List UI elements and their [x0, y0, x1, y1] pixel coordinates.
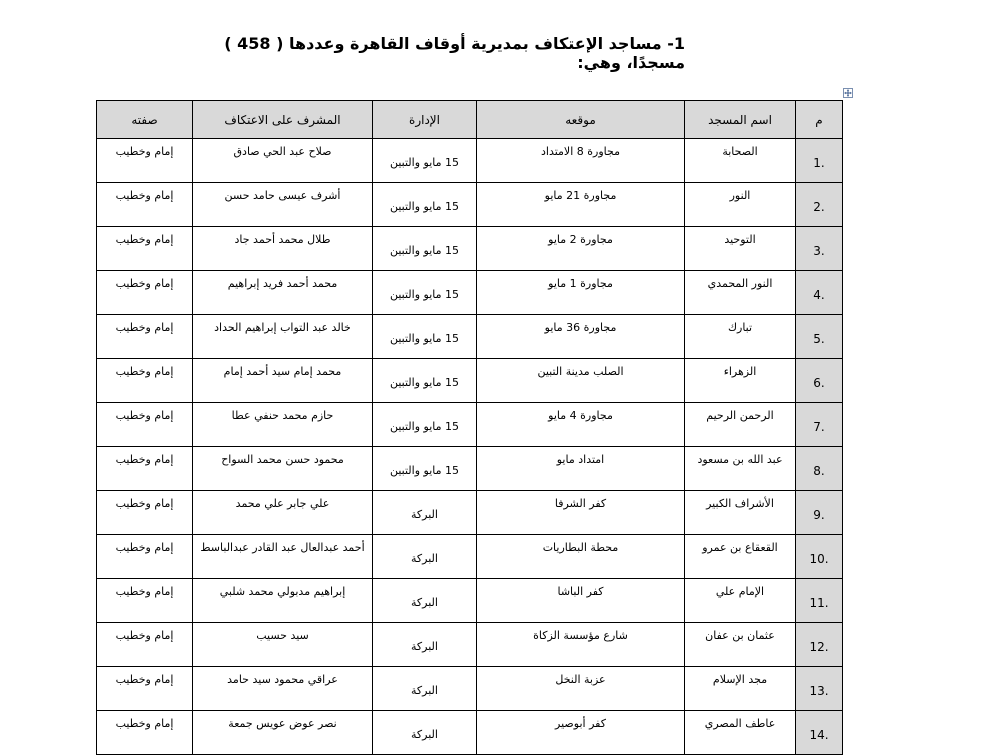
mosque-name: الأشراف الكبير	[685, 491, 796, 535]
mosque-name: القعقاع بن عمرو	[685, 535, 796, 579]
supervisor-name: خالد عبد التواب إبراهيم الحداد	[193, 315, 373, 359]
mosque-admin: 15 مايو والتبين	[373, 359, 477, 403]
table-row	[97, 535, 843, 579]
header-role: صفته	[97, 101, 193, 139]
row-number: 1.	[796, 139, 843, 183]
mosque-admin: 15 مايو والتبين	[373, 403, 477, 447]
mosque-location: الصلب مدينة التبين	[477, 359, 685, 403]
mosque-location: كفر أبوصير	[477, 711, 685, 755]
mosque-name: الصحابة	[685, 139, 796, 183]
mosque-admin: 15 مايو والتبين	[373, 315, 477, 359]
supervisor-role: إمام وخطيب	[97, 271, 193, 315]
supervisor-role: إمام وخطيب	[97, 359, 193, 403]
mosque-admin: البركة	[373, 711, 477, 755]
header-supervisor: المشرف على الاعتكاف	[193, 101, 373, 139]
mosque-name: الإمام علي	[685, 579, 796, 623]
mosque-location: مجاورة 4 مايو	[477, 403, 685, 447]
mosque-location: مجاورة 2 مايو	[477, 227, 685, 271]
row-number: 8.	[796, 447, 843, 491]
row-number: 14.	[796, 711, 843, 755]
supervisor-name: محمد إمام سيد أحمد إمام	[193, 359, 373, 403]
row-number: 10.	[796, 535, 843, 579]
mosque-admin: البركة	[373, 579, 477, 623]
mosque-name: الزهراء	[685, 359, 796, 403]
row-number: 7.	[796, 403, 843, 447]
table-row	[97, 183, 843, 227]
row-number: 9.	[796, 491, 843, 535]
supervisor-role: إمام وخطيب	[97, 623, 193, 667]
header-row	[97, 101, 843, 139]
supervisor-name: أشرف عيسى حامد حسن	[193, 183, 373, 227]
mosque-name: تبارك	[685, 315, 796, 359]
header-location: موقعه	[477, 101, 685, 139]
mosque-admin: 15 مايو والتبين	[373, 183, 477, 227]
table-row	[97, 491, 843, 535]
supervisor-role: إمام وخطيب	[97, 491, 193, 535]
mosque-location: محطة البطاريات	[477, 535, 685, 579]
supervisor-role: إمام وخطيب	[97, 403, 193, 447]
table-row	[97, 667, 843, 711]
mosque-admin: 15 مايو والتبين	[373, 139, 477, 183]
mosque-name: الرحمن الرحيم	[685, 403, 796, 447]
row-number: 12.	[796, 623, 843, 667]
mosque-admin: البركة	[373, 623, 477, 667]
table-row	[97, 579, 843, 623]
table-row	[97, 359, 843, 403]
supervisor-name: محمد أحمد فريد إبراهيم	[193, 271, 373, 315]
table-row	[97, 447, 843, 491]
mosque-admin: 15 مايو والتبين	[373, 227, 477, 271]
supervisor-role: إمام وخطيب	[97, 447, 193, 491]
table-row	[97, 227, 843, 271]
mosque-admin: البركة	[373, 667, 477, 711]
supervisor-name: صلاح عبد الحي صادق	[193, 139, 373, 183]
mosque-name: النور	[685, 183, 796, 227]
supervisor-role: إمام وخطيب	[97, 227, 193, 271]
mosques-table	[96, 100, 843, 755]
mosque-name: عثمان بن عفان	[685, 623, 796, 667]
mosque-admin: البركة	[373, 491, 477, 535]
supervisor-name: إبراهيم مدبولي محمد شلبي	[193, 579, 373, 623]
supervisor-name: نصر عوض عويس جمعة	[193, 711, 373, 755]
supervisor-role: إمام وخطيب	[97, 579, 193, 623]
row-number: 2.	[796, 183, 843, 227]
mosque-admin: 15 مايو والتبين	[373, 447, 477, 491]
header-mosque: اسم المسجد	[685, 101, 796, 139]
table-row	[97, 139, 843, 183]
mosque-location: شارع مؤسسة الزكاة	[477, 623, 685, 667]
supervisor-name: سيد حسيب	[193, 623, 373, 667]
mosque-name: عاطف المصري	[685, 711, 796, 755]
supervisor-role: إمام وخطيب	[97, 711, 193, 755]
row-number: 6.	[796, 359, 843, 403]
row-number: 3.	[796, 227, 843, 271]
mosque-name: التوحيد	[685, 227, 796, 271]
mosque-name: النور المحمدي	[685, 271, 796, 315]
move-cross-icon[interactable]	[843, 88, 853, 98]
mosque-name: مجد الإسلام	[685, 667, 796, 711]
row-number: 11.	[796, 579, 843, 623]
supervisor-role: إمام وخطيب	[97, 535, 193, 579]
supervisor-name: أحمد عبدالعال عبد القادر عبدالباسط	[193, 535, 373, 579]
row-number: 5.	[796, 315, 843, 359]
mosque-location: عزبة النخل	[477, 667, 685, 711]
supervisor-name: محمود حسن محمد السواح	[193, 447, 373, 491]
mosque-location: مجاورة 21 مايو	[477, 183, 685, 227]
header-admin: الإدارة	[373, 101, 477, 139]
mosque-location: كفر الباشا	[477, 579, 685, 623]
table-row	[97, 623, 843, 667]
row-number: 13.	[796, 667, 843, 711]
supervisor-role: إمام وخطيب	[97, 315, 193, 359]
mosque-name: عبد الله بن مسعود	[685, 447, 796, 491]
supervisor-role: إمام وخطيب	[97, 139, 193, 183]
supervisor-role: إمام وخطيب	[97, 183, 193, 227]
supervisor-role: إمام وخطيب	[97, 667, 193, 711]
mosque-location: مجاورة 1 مايو	[477, 271, 685, 315]
table-body	[97, 139, 843, 755]
supervisor-name: عراقي محمود سيد حامد	[193, 667, 373, 711]
mosque-location: امتداد مايو	[477, 447, 685, 491]
table-row	[97, 315, 843, 359]
mosque-location: كفر الشرفا	[477, 491, 685, 535]
row-number: 4.	[796, 271, 843, 315]
table-header	[97, 101, 843, 139]
supervisor-name: حازم محمد حنفي عطا	[193, 403, 373, 447]
mosque-admin: 15 مايو والتبين	[373, 271, 477, 315]
supervisor-name: علي جابر علي محمد	[193, 491, 373, 535]
header-num: م	[796, 101, 843, 139]
table-row	[97, 271, 843, 315]
mosque-admin: البركة	[373, 535, 477, 579]
mosque-location: مجاورة 8 الامتداد	[477, 139, 685, 183]
document-title: 1- مساجد الإعتكاف بمديرية أوقاف القاهرة وعددها ( 458 ) مسجدًا، وهي:	[224, 34, 685, 72]
table-row	[97, 403, 843, 447]
supervisor-name: طلال محمد أحمد جاد	[193, 227, 373, 271]
table-row	[97, 711, 843, 755]
mosque-location: مجاورة 36 مايو	[477, 315, 685, 359]
